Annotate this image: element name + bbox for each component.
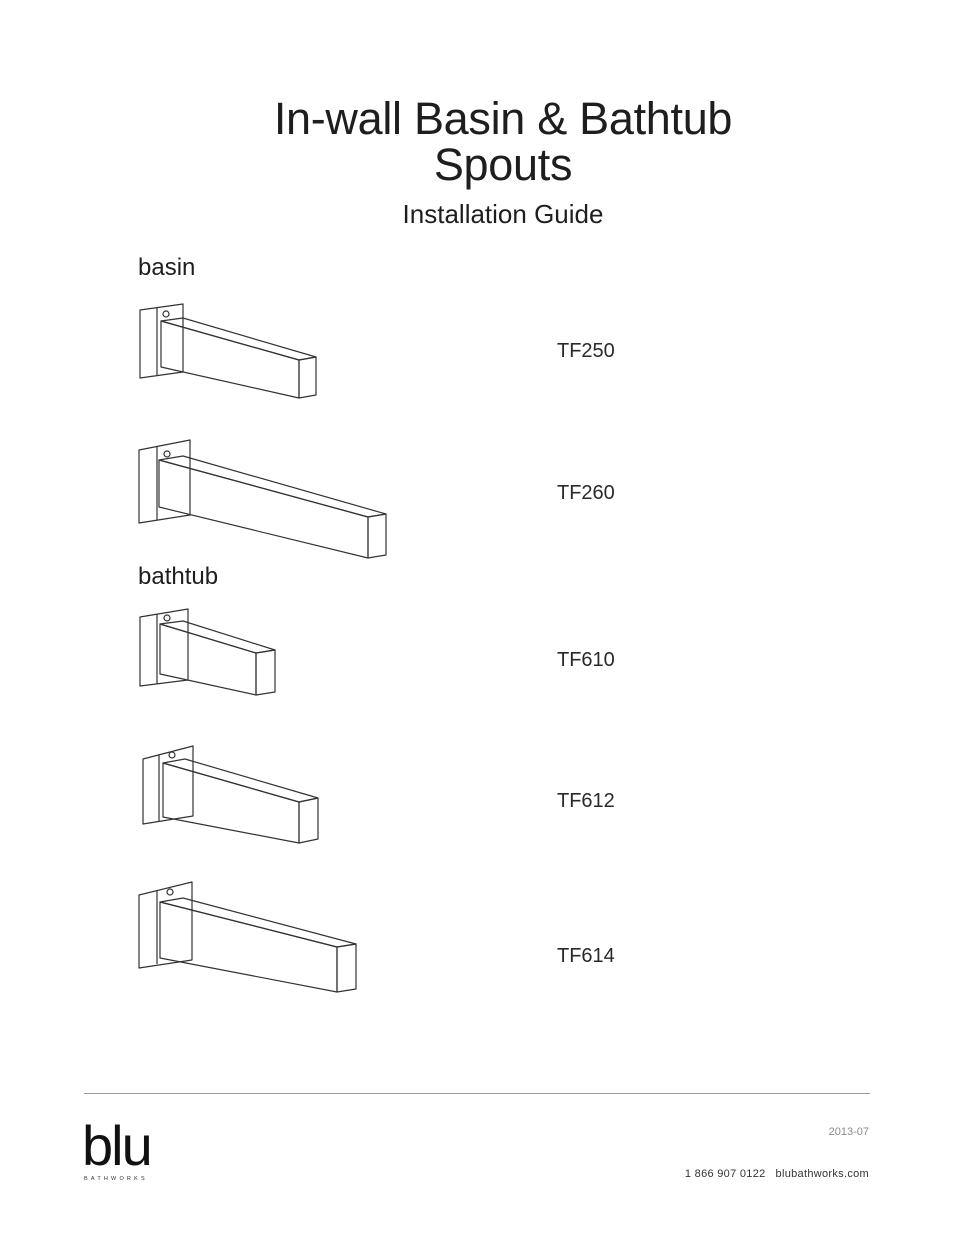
tf612-wall-plate	[143, 746, 193, 824]
blu-bathworks-logo	[82, 1113, 182, 1183]
footer-phone: 1 866 907 0122	[684, 1168, 766, 1180]
page-subtitle: Installation Guide	[402, 199, 604, 229]
tf260-spout-drawing	[139, 440, 386, 558]
tf250-spout-end	[299, 357, 316, 398]
tf614-spout-end	[337, 944, 356, 992]
tf614-spout-drawing	[139, 882, 356, 992]
tf250-spout-drawing	[140, 304, 316, 398]
model-label-tf612: TF612	[557, 790, 615, 812]
section-bathtub-heading: bathtub	[138, 563, 219, 590]
title-line-1: In-wall Basin & Bathtub	[273, 93, 733, 144]
footer-contact	[685, 1168, 869, 1180]
model-label-tf610: TF610	[557, 649, 615, 671]
tf260-spout-top	[159, 456, 386, 517]
tf610-spout-end	[256, 650, 275, 695]
tf614-spout-top	[160, 898, 356, 947]
model-label-tf260: TF260	[557, 482, 615, 504]
model-label-tf250: TF250	[557, 340, 615, 362]
tf612-spout-drawing	[143, 746, 318, 843]
footer-divider	[84, 1093, 870, 1094]
footer-website: blubathworks.com	[775, 1168, 869, 1180]
tf612-spout-end	[299, 798, 318, 843]
tf610-spout-front	[160, 624, 256, 695]
tf612-spout-top	[163, 759, 318, 802]
title-line-2: Spouts	[433, 139, 573, 190]
tf612-spout-front	[163, 763, 299, 843]
document-date: 2013-07	[828, 1126, 869, 1138]
tf610-spout-top	[160, 621, 275, 653]
tf250-spout-front	[161, 321, 299, 398]
section-basin-heading: basin	[138, 254, 196, 281]
logo-wordmark: blu	[82, 1114, 151, 1177]
tf614-wall-plate	[139, 882, 192, 968]
tf260-spout-end	[368, 514, 386, 558]
logo-subtext: BATHWORKS	[84, 1176, 148, 1182]
model-label-tf614: TF614	[557, 945, 615, 967]
tf250-spout-top	[161, 318, 316, 360]
tf610-spout-drawing	[140, 609, 275, 695]
